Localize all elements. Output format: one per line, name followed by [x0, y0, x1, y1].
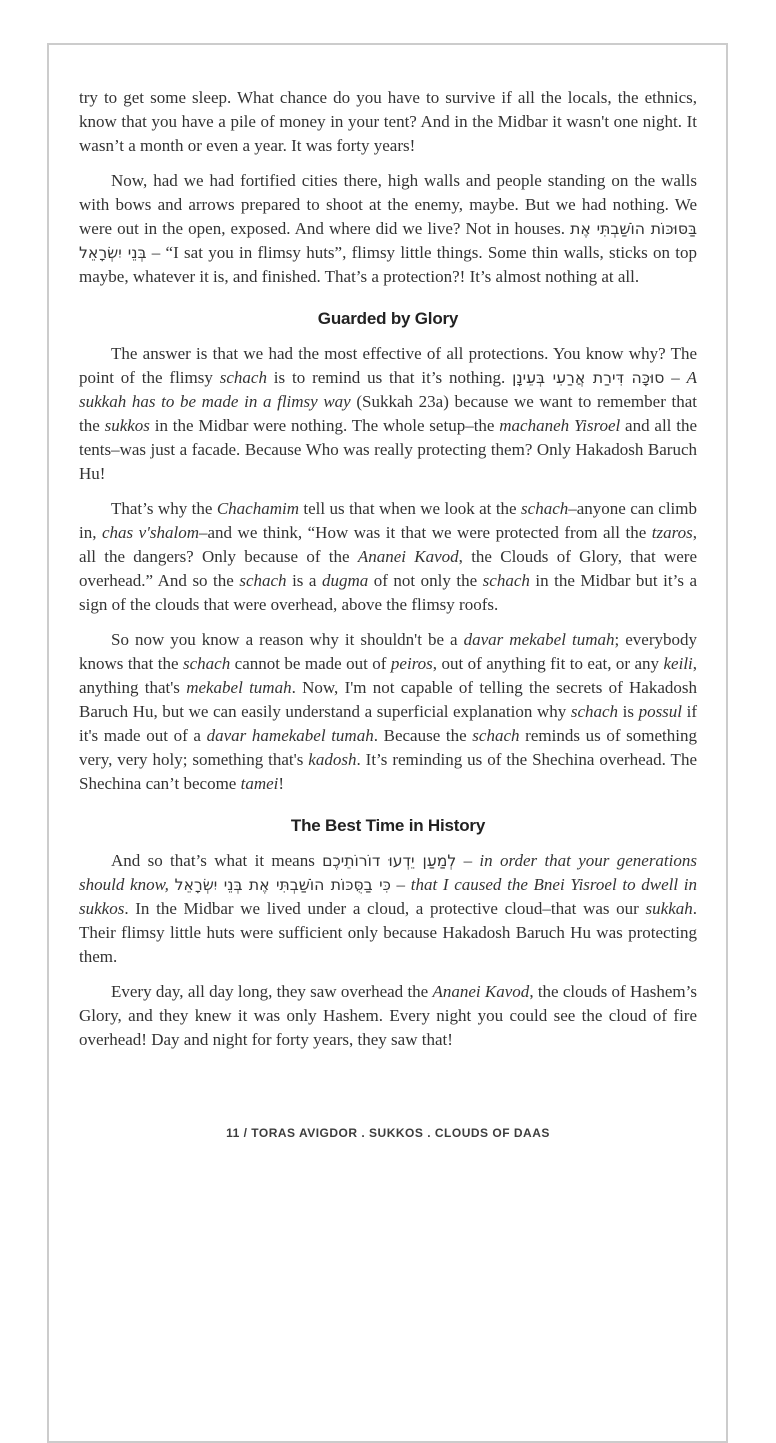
paragraph: The answer is that we had the most effective of all protections. You know why? The point of the flimsy schach is to remind us that it’s nothing. סוּכָּה דִּירַת אֲרַעִי בְּעֵינָן – A sukkah has to be made in a flimsy way (Sukkah 23a) because we want to remember that the sukkos in the Midbar were nothing. The whole setup–the machaneh Yisroel and all the tents–was just a facade. Because Who was really protecting them? Only Hakadosh Baruch Hu!: [79, 344, 698, 483]
page: [47, 43, 728, 1443]
section-heading: Guarded by Glory: [317, 309, 459, 328]
paragraph: Every day, all day long, they saw overhead the Ananei Kavod, the clouds of Hashem’s Glory, and they knew it was only Hashem. Every night you could see the cloud of fire overhead! Day and night for forty years, they saw that!: [79, 982, 697, 1049]
hebrew-phrase: כִּי בַסֻּכּוֹת הוֹשַׁבְתִּי אֶת בְּנֵי יִשְׂרָאֵל: [174, 875, 391, 894]
paragraph: And so that’s what it means לְמַעַן יֵדְעוּ דוֹרוֹתֵיכֶם – in order that your generations should know, כִּי בַסֻּכּוֹת הוֹשַׁבְתִּי אֶת בְּנֵי יִשְׂרָאֵל – that I caused the Bnei Yisroel to dwell in sukkos. In the Midbar we lived under a cloud, a protective cloud–that was our sukkah. Their flimsy little huts were sufficient only because Hakadosh Baruch Hu was protecting them.: [79, 851, 698, 966]
page-footer: 11 / TORAS AVIGDOR . SUKKOS . CLOUDS OF DAAS: [226, 1126, 550, 1140]
document-body: [49, 45, 726, 1052]
paragraph: That’s why the Chachamim tell us that when we look at the schach–anyone can climb in, chas v'shalom–and we think, “How was it that we were protected from all the tzaros, all the dangers? Only because of the Ananei Kavod, the Clouds of Glory, that were overhead.” And so the schach is a dugma of not only the schach in the Midbar but it’s a sign of the clouds that were overhead, above the flimsy roofs.: [79, 499, 698, 614]
section-heading: The Best Time in History: [290, 816, 486, 835]
paragraph: Now, had we had fortified cities there, high walls and people standing on the walls with bows and arrows prepared to shoot at the enemy, maybe. But we had nothing. We were out in the open, exposed. And where did we live? Not in houses. בַּסּוּכּוֹת הוֹשַׁבְתִּי אֶת בְּנֵי יִשְׂרָאֵל – “I sat you in flimsy huts”, flimsy little things. Some thin walls, sticks on top maybe, whatever it is, and finished. That’s a protection?! It’s almost nothing at all.: [79, 171, 697, 286]
paragraph: try to get some sleep. What chance do you have to survive if all the locals, the ethnics, know that you have a pile of money in your tent? And in the Midbar it wasn't one night. It wasn’t a month or even a year. It was forty years!: [79, 88, 697, 155]
hebrew-phrase: לְמַעַן יֵדְעוּ דוֹרוֹתֵיכֶם: [322, 851, 457, 870]
hebrew-phrase: סוּכָּה דִּירַת אֲרַעִי בְּעֵינָן: [512, 368, 665, 387]
hebrew-phrase: בַּסּוּכּוֹת הוֹשַׁבְתִּי אֶת בְּנֵי יִשְׂרָאֵל: [79, 219, 697, 262]
paragraph: So now you know a reason why it shouldn't be a davar mekabel tumah; everybody knows that the schach cannot be made out of peiros, out of anything fit to eat, or any keili, anything that's mekabel tumah. Now, I'm not capable of telling the secrets of Hakadosh Baruch Hu, but we can easily understand a superficial explanation why schach is possul if it's made out of a davar hamekabel tumah. Because the schach reminds us of something very, very holy; something that's kadosh. It’s reminding us of the Shechina overhead. The Shechina can’t become tamei!: [79, 630, 698, 793]
